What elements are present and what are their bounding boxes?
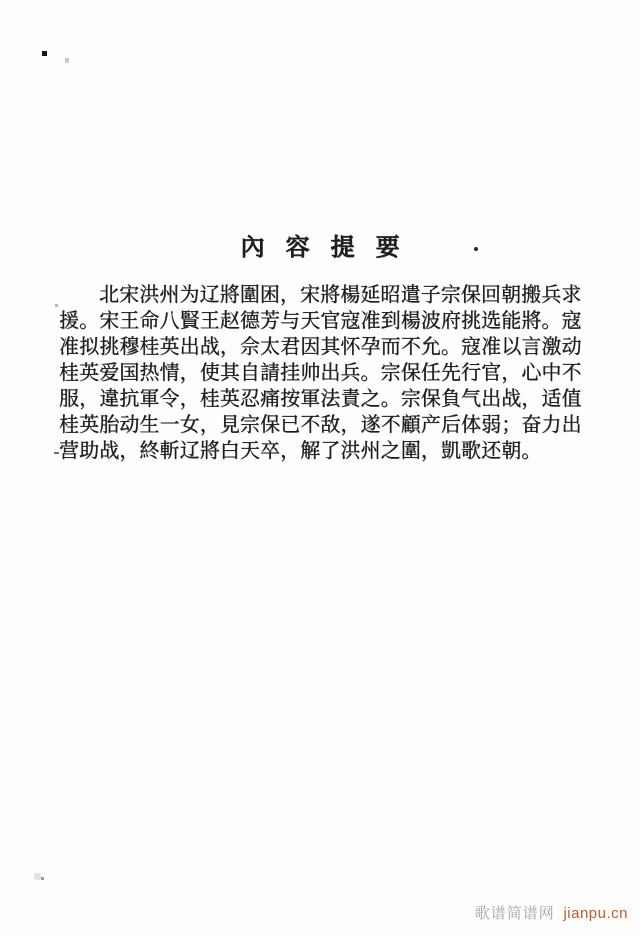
paragraph-line: 桂英爱国热情，使其自請挂帅出兵。宗保任先行官，心中不 [59,362,582,384]
scan-speck [54,452,59,454]
paragraph-line: 营助战，終斬辽將白天卒，解了洪州之圍，凱歌还朝。 [59,440,542,462]
scan-speck [55,304,58,307]
scan-speck [34,873,41,880]
paragraph-line: 准拟挑穆桂英出战，佘太君因其怀孕而不允。寇准以言激动 [59,336,582,358]
watermark-site-name: 歌谱简谱网 [474,906,555,922]
paragraph-line: 北宋洪州为辽將圍困，宋將楊延昭遣子宗保回朝搬兵求 [99,284,582,306]
summary-paragraph [59,282,585,464]
watermark [475,902,628,923]
scan-speck [65,58,69,63]
paragraph-line: 桂英胎动生一女，見宗保已不敌，遂不顧产后体弱；奋力出 [59,414,582,436]
paragraph-line: 援。宋王命八賢王赵德芳与天官寇准到楊波府挑选能將。寇 [59,310,582,332]
scan-speck [42,51,47,56]
page-title: 內容提要 [240,235,421,261]
watermark-site-url: jianpu.cn [563,905,628,922]
paragraph-line: 服，違抗軍令，桂英忍痛按軍法責之。宗保負气出战，适值 [59,388,582,410]
scan-speck [41,877,44,880]
print-dot-artifact [474,247,478,251]
